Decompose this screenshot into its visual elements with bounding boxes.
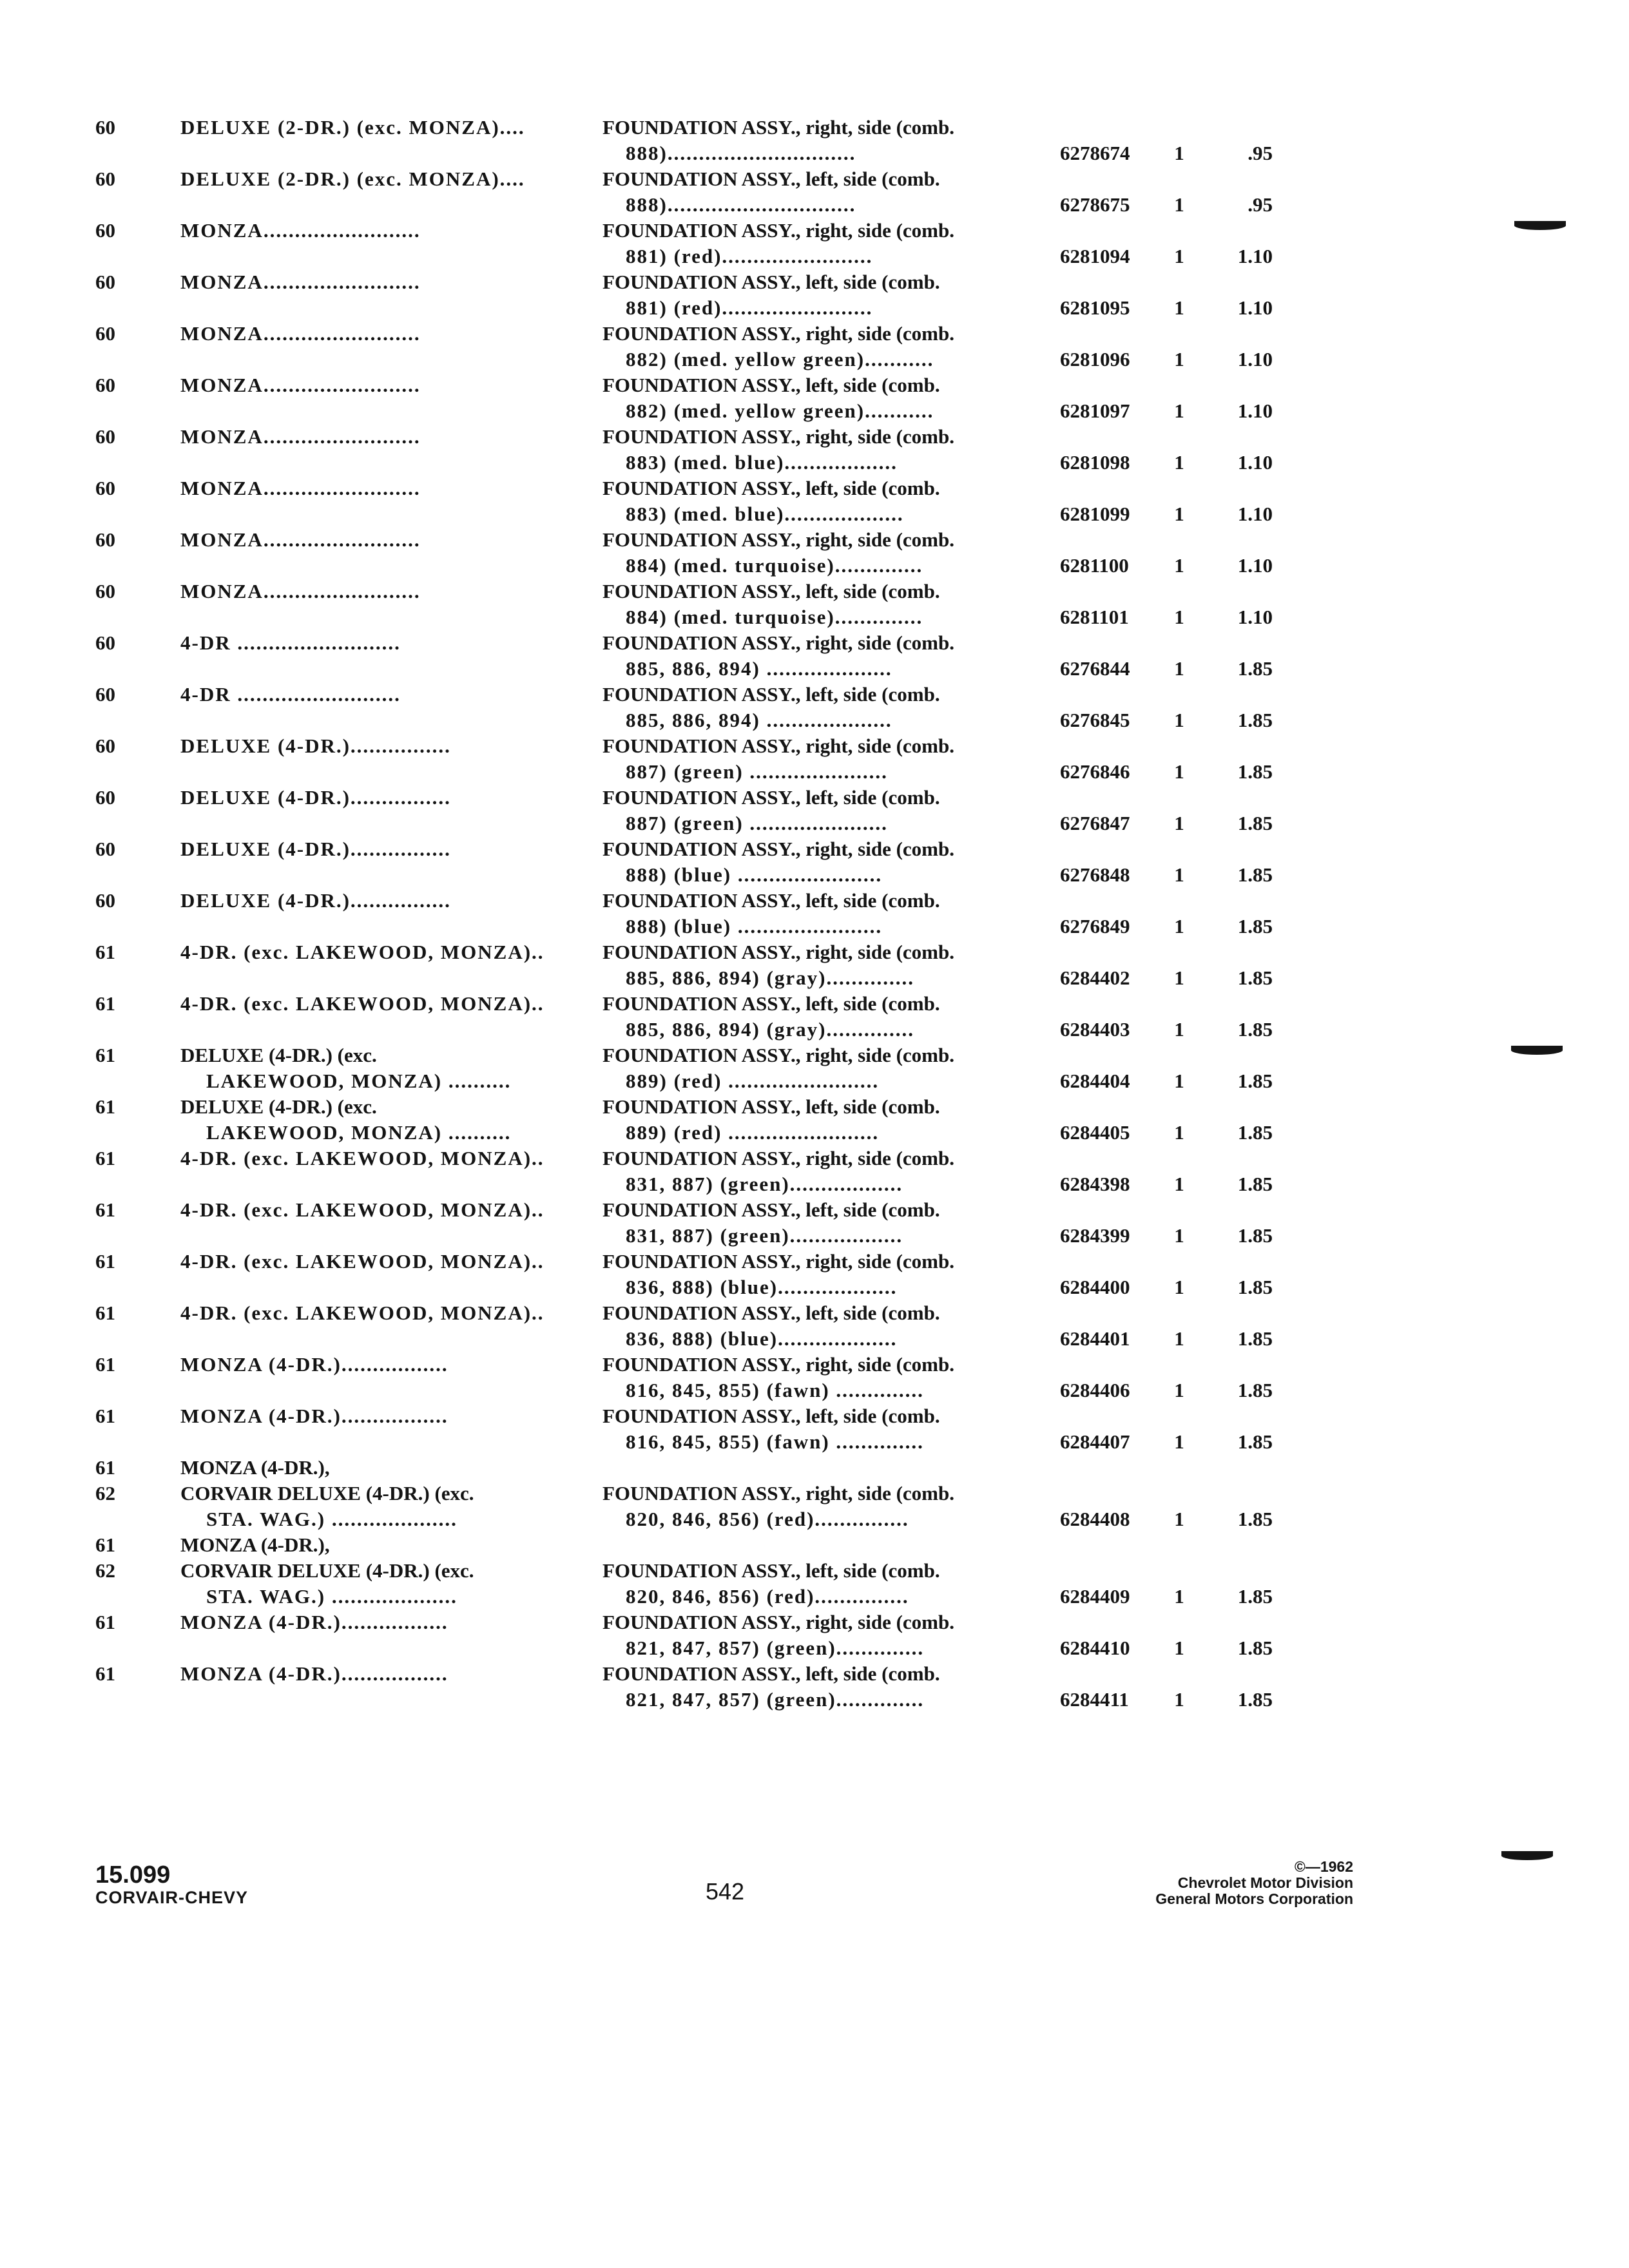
binder-punch-mark — [1501, 1851, 1553, 1860]
price: 1.85 — [1237, 1327, 1273, 1350]
quantity: 1 — [1174, 193, 1184, 216]
part-description: FOUNDATION ASSY., left, side (comb. — [602, 580, 940, 602]
part-number: 6281101 — [1060, 606, 1129, 628]
price: 1.10 — [1237, 348, 1273, 370]
part-number: 6284398 — [1060, 1173, 1130, 1195]
model-name: 4-DR .......................... — [180, 683, 401, 706]
part-description-cont: 884) (med. turquoise).............. — [626, 554, 923, 577]
model-year: 61 — [95, 1533, 115, 1556]
model-name-cont: CORVAIR DELUXE (4-DR.) (exc. — [180, 1559, 474, 1582]
part-description-cont: 881) (red)........................ — [626, 245, 873, 267]
part-description: FOUNDATION ASSY., right, side (comb. — [602, 116, 954, 139]
price: 1.85 — [1237, 1173, 1273, 1195]
part-description-cont: 888).............................. — [626, 142, 856, 164]
model-name: 4-DR. (exc. LAKEWOOD, MONZA).. — [180, 1147, 545, 1169]
footer-publisher — [1070, 1859, 1353, 1907]
part-number: 6276847 — [1060, 812, 1130, 834]
price: 1.10 — [1237, 606, 1273, 628]
table-row — [0, 219, 1629, 271]
model-year: 60 — [95, 786, 115, 809]
quantity: 1 — [1174, 760, 1184, 783]
part-description: FOUNDATION ASSY., left, side (comb. — [602, 477, 940, 499]
part-description-cont: 816, 845, 855) (fawn) .............. — [626, 1379, 924, 1401]
quantity: 1 — [1174, 1688, 1184, 1711]
part-description: FOUNDATION ASSY., left, side (comb. — [602, 992, 940, 1015]
model-name: DELUXE (4-DR.) (exc. — [180, 1044, 377, 1066]
part-description: FOUNDATION ASSY., left, side (comb. — [602, 271, 940, 293]
table-row — [0, 477, 1629, 528]
model-year: 60 — [95, 528, 115, 551]
part-number: 6284405 — [1060, 1121, 1130, 1144]
model-name: MONZA (4-DR.)................. — [180, 1611, 448, 1633]
part-description-blank — [602, 1456, 1041, 1482]
model-name-cont-2: STA. WAG.) .................... — [206, 1585, 458, 1608]
part-description-cont: 889) (red) ........................ — [626, 1070, 880, 1092]
part-number: 6281094 — [1060, 245, 1130, 267]
model-year: 61 — [95, 1095, 115, 1118]
model-name: DELUXE (2-DR.) (exc. MONZA).... — [180, 168, 525, 190]
part-description: FOUNDATION ASSY., left, side (comb. — [602, 1095, 940, 1118]
price: 1.85 — [1237, 863, 1273, 886]
part-description: FOUNDATION ASSY., left, side (comb. — [602, 168, 940, 190]
part-description: FOUNDATION ASSY., right, side (comb. — [602, 838, 954, 860]
part-description-cont: 881) (red)........................ — [626, 296, 873, 319]
model-year: 61 — [95, 1662, 115, 1685]
model-name-cont: LAKEWOOD, MONZA) .......... — [206, 1121, 512, 1144]
price: 1.85 — [1237, 1379, 1273, 1401]
table-row — [0, 322, 1629, 374]
part-description: FOUNDATION ASSY., left, side (comb. — [602, 786, 940, 809]
model-year: 60 — [95, 425, 115, 448]
part-description: FOUNDATION ASSY., left, side (comb. — [602, 1302, 940, 1324]
part-description-cont: 821, 847, 857) (green).............. — [626, 1688, 925, 1711]
part-description: FOUNDATION ASSY., right, side (comb. — [602, 528, 954, 551]
table-row — [0, 889, 1629, 941]
quantity: 1 — [1174, 1018, 1184, 1041]
price: 1.85 — [1237, 966, 1273, 989]
table-row — [0, 838, 1629, 889]
table-row — [0, 1250, 1629, 1302]
model-name: MONZA (4-DR.)................. — [180, 1662, 448, 1685]
table-row — [0, 580, 1629, 631]
quantity: 1 — [1174, 1637, 1184, 1659]
part-number: 6284408 — [1060, 1508, 1130, 1530]
price: 1.10 — [1237, 296, 1273, 319]
price: 1.85 — [1237, 1688, 1273, 1711]
part-description-cont: 820, 846, 856) (red)............... — [626, 1585, 909, 1608]
part-description: FOUNDATION ASSY., right, side (comb. — [602, 219, 954, 242]
part-description: FOUNDATION ASSY., right, side (comb. — [602, 1353, 954, 1376]
model-name: DELUXE (4-DR.)................ — [180, 735, 451, 757]
part-number: 6284404 — [1060, 1070, 1130, 1092]
part-description-cont: 820, 846, 856) (red)............... — [626, 1508, 909, 1530]
price: 1.85 — [1237, 1508, 1273, 1530]
part-number: 6281095 — [1060, 296, 1130, 319]
quantity: 1 — [1174, 1585, 1184, 1608]
binder-punch-mark — [1514, 221, 1566, 230]
price: 1.10 — [1237, 399, 1273, 422]
model-year: 61 — [95, 1353, 115, 1376]
price: 1.85 — [1237, 1018, 1273, 1041]
quantity: 1 — [1174, 1173, 1184, 1195]
quantity: 1 — [1174, 245, 1184, 267]
table-row — [0, 528, 1629, 580]
model-year: 60 — [95, 735, 115, 757]
model-year: 61 — [95, 1302, 115, 1324]
binder-punch-mark — [1511, 1046, 1563, 1055]
part-description-cont: 888).............................. — [626, 193, 856, 216]
part-description-blank — [602, 1533, 1041, 1559]
table-row — [0, 1095, 1629, 1147]
model-year: 60 — [95, 838, 115, 860]
footer-section — [95, 1862, 248, 1907]
model-name: MONZA (4-DR.), — [180, 1533, 330, 1556]
part-number: 6284407 — [1060, 1430, 1130, 1453]
part-description: FOUNDATION ASSY., right, side (comb. — [602, 1482, 954, 1504]
part-description: FOUNDATION ASSY., left, side (comb. — [602, 1559, 940, 1582]
part-description: FOUNDATION ASSY., right, side (comb. — [602, 425, 954, 448]
model-year: 60 — [95, 477, 115, 499]
model-year: 60 — [95, 271, 115, 293]
price: .95 — [1248, 142, 1273, 164]
model-year-2: 62 — [95, 1559, 115, 1582]
table-row — [0, 1044, 1629, 1095]
quantity: 1 — [1174, 451, 1184, 474]
part-description: FOUNDATION ASSY., right, side (comb. — [602, 735, 954, 757]
table-row — [0, 631, 1629, 683]
part-description: FOUNDATION ASSY., right, side (comb. — [602, 1044, 954, 1066]
quantity: 1 — [1174, 1276, 1184, 1298]
model-name: 4-DR. (exc. LAKEWOOD, MONZA).. — [180, 1198, 545, 1221]
quantity: 1 — [1174, 1327, 1184, 1350]
vehicle-line: CORVAIR-CHEVY — [95, 1888, 249, 1907]
model-year: 61 — [95, 941, 115, 963]
model-name: MONZA......................... — [180, 271, 421, 293]
model-name: 4-DR. (exc. LAKEWOOD, MONZA).. — [180, 941, 545, 963]
table-row — [0, 1302, 1629, 1353]
price: 1.85 — [1237, 1224, 1273, 1247]
table-row — [0, 1662, 1629, 1714]
model-name: MONZA......................... — [180, 374, 421, 396]
quantity: 1 — [1174, 296, 1184, 319]
model-year: 61 — [95, 1456, 115, 1479]
price: 1.85 — [1237, 1430, 1273, 1453]
table-row — [0, 1456, 1629, 1533]
model-name: DELUXE (4-DR.)................ — [180, 838, 451, 860]
quantity: 1 — [1174, 348, 1184, 370]
part-description: FOUNDATION ASSY., right, side (comb. — [602, 631, 954, 654]
part-description-cont: 883) (med. blue)................... — [626, 503, 904, 525]
model-year: 61 — [95, 1611, 115, 1633]
part-number: 6284402 — [1060, 966, 1130, 989]
part-description: FOUNDATION ASSY., left, side (comb. — [602, 1198, 940, 1221]
table-row — [0, 1405, 1629, 1456]
part-description-cont: 821, 847, 857) (green).............. — [626, 1637, 925, 1659]
model-name-cont-2: STA. WAG.) .................... — [206, 1508, 458, 1530]
price: .95 — [1248, 193, 1273, 216]
part-description-cont: 831, 887) (green).................. — [626, 1224, 903, 1247]
part-number: 6281100 — [1060, 554, 1129, 577]
corporation: General Motors Corporation — [1155, 1890, 1353, 1907]
quantity: 1 — [1174, 1224, 1184, 1247]
part-description-cont: 885, 886, 894) (gray).............. — [626, 966, 914, 989]
part-description-cont: 882) (med. yellow green)........... — [626, 348, 934, 370]
table-row — [0, 941, 1629, 992]
part-number: 6284406 — [1060, 1379, 1130, 1401]
part-description-cont: 816, 845, 855) (fawn) .............. — [626, 1430, 924, 1453]
quantity: 1 — [1174, 709, 1184, 731]
price: 1.85 — [1237, 709, 1273, 731]
model-name: MONZA (4-DR.)................. — [180, 1405, 448, 1427]
table-row — [0, 786, 1629, 838]
part-description: FOUNDATION ASSY., left, side (comb. — [602, 374, 940, 396]
model-year-2: 62 — [95, 1482, 115, 1504]
model-name: 4-DR .......................... — [180, 631, 401, 654]
part-description-cont: 889) (red) ........................ — [626, 1121, 880, 1144]
table-row — [0, 1353, 1629, 1405]
part-number: 6276846 — [1060, 760, 1130, 783]
part-number: 6281096 — [1060, 348, 1130, 370]
part-number: 6276849 — [1060, 915, 1130, 937]
model-name: DELUXE (2-DR.) (exc. MONZA).... — [180, 116, 525, 139]
part-description-cont: 885, 886, 894) .................... — [626, 709, 892, 731]
part-number: 6276844 — [1060, 657, 1130, 680]
quantity: 1 — [1174, 399, 1184, 422]
table-row — [0, 116, 1629, 168]
model-year: 61 — [95, 1198, 115, 1221]
model-name: MONZA......................... — [180, 580, 421, 602]
quantity: 1 — [1174, 1070, 1184, 1092]
part-description-cont: 888) (blue) ....................... — [626, 863, 883, 886]
part-number: 6281097 — [1060, 399, 1130, 422]
model-name: 4-DR. (exc. LAKEWOOD, MONZA).. — [180, 1302, 545, 1324]
quantity: 1 — [1174, 812, 1184, 834]
part-description-cont: 884) (med. turquoise).............. — [626, 606, 923, 628]
model-name: MONZA......................... — [180, 425, 421, 448]
division: Chevrolet Motor Division — [1177, 1874, 1353, 1891]
table-row — [0, 1147, 1629, 1198]
model-name: 4-DR. (exc. LAKEWOOD, MONZA).. — [180, 992, 545, 1015]
part-description: FOUNDATION ASSY., right, side (comb. — [602, 1147, 954, 1169]
model-name: 4-DR. (exc. LAKEWOOD, MONZA).. — [180, 1250, 545, 1273]
quantity: 1 — [1174, 657, 1184, 680]
quantity: 1 — [1174, 863, 1184, 886]
model-year: 61 — [95, 992, 115, 1015]
part-number: 6284401 — [1060, 1327, 1130, 1350]
model-year: 60 — [95, 374, 115, 396]
part-number: 6281098 — [1060, 451, 1130, 474]
part-description-cont: 883) (med. blue).................. — [626, 451, 898, 474]
part-description-cont: 885, 886, 894) (gray).............. — [626, 1018, 914, 1041]
part-description: FOUNDATION ASSY., right, side (comb. — [602, 1250, 954, 1273]
model-year: 60 — [95, 683, 115, 706]
model-year: 60 — [95, 889, 115, 912]
price: 1.85 — [1237, 1637, 1273, 1659]
model-year: 60 — [95, 219, 115, 242]
model-name-cont: LAKEWOOD, MONZA) .......... — [206, 1070, 512, 1092]
part-number: 6284399 — [1060, 1224, 1130, 1247]
quantity: 1 — [1174, 1121, 1184, 1144]
model-name: MONZA......................... — [180, 322, 421, 345]
table-row — [0, 271, 1629, 322]
price: 1.10 — [1237, 503, 1273, 525]
model-year: 60 — [95, 322, 115, 345]
price: 1.85 — [1237, 1070, 1273, 1092]
model-name: DELUXE (4-DR.)................ — [180, 889, 451, 912]
price: 1.10 — [1237, 245, 1273, 267]
price: 1.10 — [1237, 554, 1273, 577]
part-number: 6284410 — [1060, 1637, 1130, 1659]
price: 1.85 — [1237, 657, 1273, 680]
model-name: MONZA (4-DR.), — [180, 1456, 330, 1479]
price: 1.85 — [1237, 1276, 1273, 1298]
part-description-cont: 882) (med. yellow green)........... — [626, 399, 934, 422]
part-description: FOUNDATION ASSY., left, side (comb. — [602, 1405, 940, 1427]
price: 1.85 — [1237, 1585, 1273, 1608]
part-description-cont: 887) (green) ...................... — [626, 812, 888, 834]
table-row — [0, 425, 1629, 477]
section-number: 15.099 — [95, 1861, 171, 1888]
price: 1.85 — [1237, 1121, 1273, 1144]
model-year: 61 — [95, 1250, 115, 1273]
part-description: FOUNDATION ASSY., right, side (comb. — [602, 941, 954, 963]
quantity: 1 — [1174, 503, 1184, 525]
price: 1.10 — [1237, 451, 1273, 474]
part-number: 6281099 — [1060, 503, 1130, 525]
table-row — [0, 374, 1629, 425]
part-description-cont: 831, 887) (green).................. — [626, 1173, 903, 1195]
model-name: MONZA......................... — [180, 219, 421, 242]
quantity: 1 — [1174, 142, 1184, 164]
part-description-cont: 888) (blue) ....................... — [626, 915, 883, 937]
price: 1.85 — [1237, 760, 1273, 783]
price: 1.85 — [1237, 915, 1273, 937]
table-row — [0, 992, 1629, 1044]
table-row — [0, 683, 1629, 735]
quantity: 1 — [1174, 1430, 1184, 1453]
quantity: 1 — [1174, 915, 1184, 937]
price: 1.85 — [1237, 812, 1273, 834]
table-row — [0, 735, 1629, 786]
part-number: 6284409 — [1060, 1585, 1130, 1608]
table-row — [0, 1533, 1629, 1611]
model-name: MONZA......................... — [180, 477, 421, 499]
model-name: MONZA (4-DR.)................. — [180, 1353, 448, 1376]
quantity: 1 — [1174, 554, 1184, 577]
part-number: 6276845 — [1060, 709, 1130, 731]
part-number: 6284403 — [1060, 1018, 1130, 1041]
quantity: 1 — [1174, 606, 1184, 628]
quantity: 1 — [1174, 1379, 1184, 1401]
quantity: 1 — [1174, 1508, 1184, 1530]
copyright: ©—1962 — [1294, 1858, 1353, 1875]
model-name-cont: CORVAIR DELUXE (4-DR.) (exc. — [180, 1482, 474, 1504]
model-year: 60 — [95, 631, 115, 654]
model-name: MONZA......................... — [180, 528, 421, 551]
part-description-cont: 836, 888) (blue)................... — [626, 1327, 898, 1350]
part-description: FOUNDATION ASSY., right, side (comb. — [602, 1611, 954, 1633]
page-number: 542 — [706, 1878, 745, 1905]
part-number: 6278674 — [1060, 142, 1130, 164]
model-name: DELUXE (4-DR.) (exc. — [180, 1095, 377, 1118]
model-year: 60 — [95, 580, 115, 602]
part-number: 6284411 — [1060, 1688, 1129, 1711]
table-row — [0, 168, 1629, 219]
model-name: DELUXE (4-DR.)................ — [180, 786, 451, 809]
table-row — [0, 1611, 1629, 1662]
part-description: FOUNDATION ASSY., left, side (comb. — [602, 683, 940, 706]
part-description: FOUNDATION ASSY., left, side (comb. — [602, 889, 940, 912]
part-number: 6284400 — [1060, 1276, 1130, 1298]
table-row — [0, 1198, 1629, 1250]
model-year: 61 — [95, 1405, 115, 1427]
model-year: 61 — [95, 1147, 115, 1169]
part-description: FOUNDATION ASSY., left, side (comb. — [602, 1662, 940, 1685]
part-number: 6276848 — [1060, 863, 1130, 886]
part-description: FOUNDATION ASSY., right, side (comb. — [602, 322, 954, 345]
part-description-cont: 887) (green) ...................... — [626, 760, 888, 783]
part-description-cont: 836, 888) (blue)................... — [626, 1276, 898, 1298]
model-year: 60 — [95, 168, 115, 190]
model-year: 60 — [95, 116, 115, 139]
model-year: 61 — [95, 1044, 115, 1066]
part-description-cont: 885, 886, 894) .................... — [626, 657, 892, 680]
quantity: 1 — [1174, 966, 1184, 989]
part-number: 6278675 — [1060, 193, 1130, 216]
